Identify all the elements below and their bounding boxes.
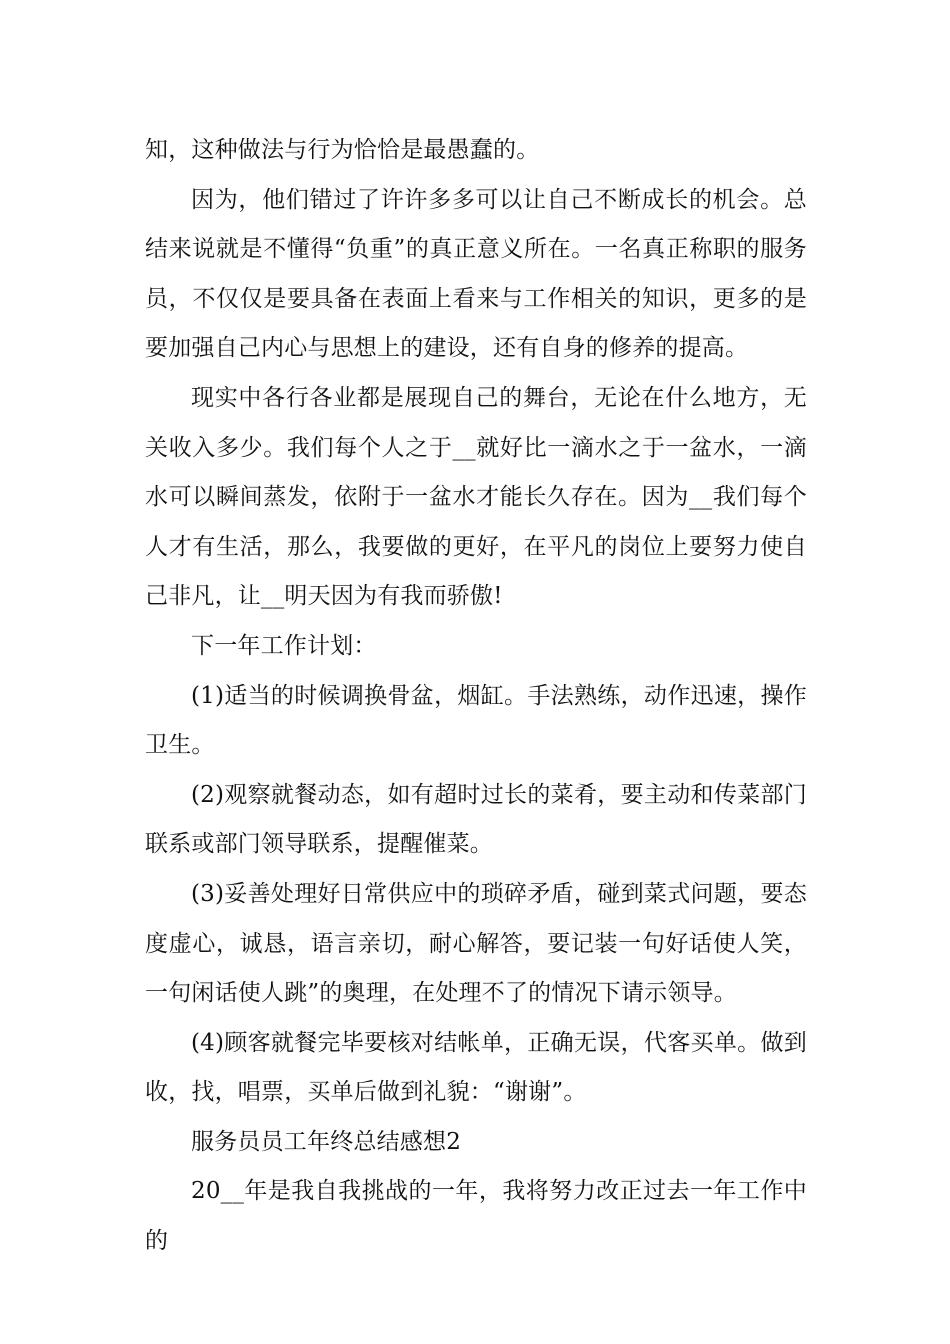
section-title: 服务员员工年终总结感想2 [191,1128,462,1155]
plan-item: (4)顾客就餐完毕要核对结帐单，正确无误，代客买单。做到收，找，唱票，买单后做到礼貌：“谢谢”。 [145,1029,807,1106]
plan-item: (1)适当的时候调换骨盆，烟缸。手法熟练，动作迅速，操作卫生。 [145,682,807,759]
paragraph: 20__年是我自我挑战的一年，我将努力改正过去一年工作中的 [145,1178,807,1255]
document-body [145,126,807,1267]
paragraph: 知，这种做法与行为恰恰是最愚蠢的。 [145,137,540,163]
paragraph: 因为，他们错过了许许多多可以让自己不断成长的机会。总结来说就是不懂得“负重”的真正意义所在。一名真正称职的服务员，不仅仅是要具备在表面上看来与工作相关的知识，更多的是要加强自己内心与思想上的建设，还有自身的修养的提高。 [145,186,807,362]
paragraph: 现实中各行各业都是展现自己的舞台，无论在什么地方，无关收入多少。我们每个人之于__就好比一滴水之于一盆水，一滴水可以瞬间蒸发，依附于一盆水才能长久存在。因为__我们每个人才有生活，那么，我要做的更好，在平凡的岗位上要努力使自己非凡，让__明天因为有我而骄傲! [145,384,807,610]
plan-item: (2)观察就餐动态，如有超时过长的菜肴，要主动和传菜部门联系或部门领导联系，提醒催菜。 [145,781,807,858]
plan-item: (3)妥善处理好日常供应中的琐碎矛盾，碰到菜式问题，要态度虚心，诚恳，语言亲切，耐心解答，要记装一句好话使人笑，一句闲话使人跳”的奥理，在处理不了的情况下请示领导。 [145,880,807,1007]
plan-heading: 下一年工作计划： [191,632,377,659]
